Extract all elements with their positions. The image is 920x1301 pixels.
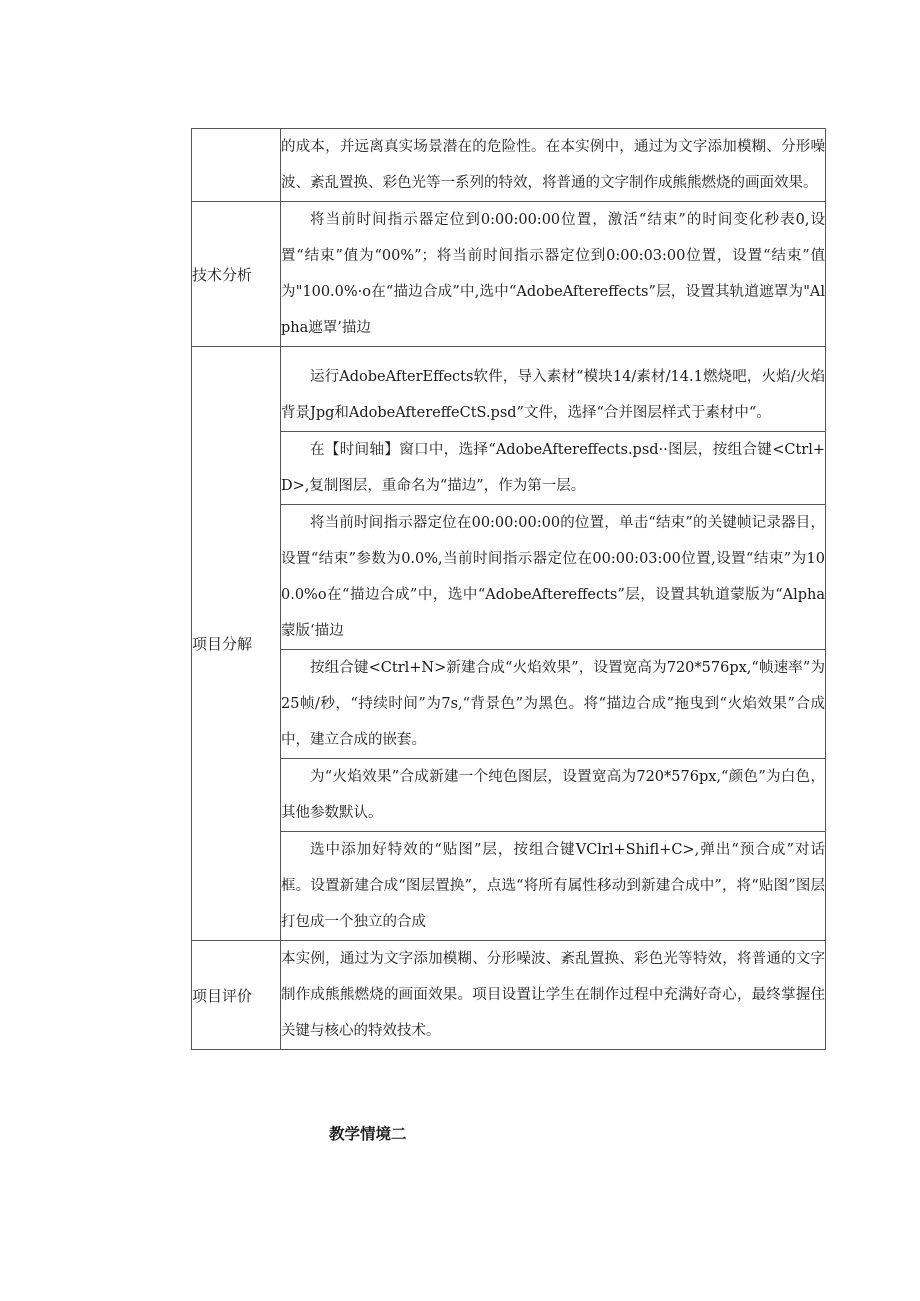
table-row-step-4: [192, 650, 826, 759]
tech-analysis-text: 将当前时间指示器定位到0:00:00:00位置，激活“结束”的时间变化秒表0,设置“结束”值为“00%”；将当前时间指示器定位到0:00:03:00位置，设置“结束”值为"100.0%·o在“描边合成”中,选中“AdobeAftereffects”层，设置其轨道遮罩为"Alpha遮罩’描边: [281, 202, 826, 347]
table-row-step-1: [192, 347, 826, 432]
course-table: [191, 128, 826, 1050]
evaluation-label: 项目评价: [192, 986, 253, 1005]
empty-label-cell: [192, 129, 281, 202]
tech-analysis-label: 技术分析: [192, 265, 253, 284]
project-breakdown-label-cell: [192, 347, 281, 941]
evaluation-text: 本实例，通过为文字添加模糊、分形噪波、紊乱置换、彩色光等特效，将普通的文字制作成熊熊燃烧的画面效果。项目设置让学生在制作过程中充满好奇心，最终掌握住关键与核心的特效技术。: [281, 941, 826, 1050]
step-text: 将当前时间指示器定位在00:00:00:00的位置，单击“结束”的关键帧记录器目，设置“结束”参数为0.0%,当前时间指示器定位在00:00:03:00位置,设置“结束”为100.0%o在“描边合成”中，选中“AdobeAftereffects”层，设置其轨道蒙版为“Alpha蒙版‘描边: [281, 505, 826, 650]
step-text: 在【时间轴】窗口中，选择“AdobeAftereffects.psd··图层，按组合键<Ctrl+D>,复制图层，重命名为“描边”，作为第一层。: [281, 432, 826, 505]
evaluation-label-cell: [192, 941, 281, 1050]
section-title: 教学情境二: [329, 1125, 407, 1143]
tech-analysis-label-cell: [192, 202, 281, 347]
step-text: 运行AdobeAfterEffects软件，导入素材“模块14/素材/14.1燃烧吧，火焰/火焰背景Jpg和AdobeAftereffeCtS.psd”文件，选择“合并图层样式于素材中“。: [281, 347, 826, 432]
table-row-tech-analysis: [192, 202, 826, 347]
table-row-step-5: [192, 759, 826, 832]
table-row-step-2: [192, 432, 826, 505]
step-text: 按组合键<Ctrl+N>新建合成“火焰效果”，设置宽高为720*576px,“帧速率”为25帧/秒，“持续时间”为7s,“背景色”为黑色。将“描边合成”拖曳到“火焰效果”合成中，建立合成的嵌套。: [281, 650, 826, 759]
table-row-step-6: [192, 832, 826, 941]
project-breakdown-label: 项目分解: [192, 635, 253, 653]
table-row-evaluation: [192, 941, 826, 1050]
step-text: 选中添加好特效的“贴图”层，按组合键VClrl+Shifl+C>,弹出“预合成”对话框。设置新建合成“图层置换”，点选“将所有属性移动到新建合成中”，将“贴图”图层打包成一个独立的合成: [281, 832, 826, 941]
step-text: 为“火焰效果”合成新建一个纯色图层，设置宽高为720*576px,“颜色”为白色，其他参数默认。: [281, 759, 826, 832]
table-row-continuation: [192, 129, 826, 202]
continuation-text: 的成本，并远离真实场景潜在的危险性。在本实例中，通过为文字添加模糊、分形噪波、紊乱置换、彩色光等一系列的特效，将普通的文字制作成熊熊燃烧的画面效果。: [281, 129, 826, 202]
table-row-step-3: [192, 505, 826, 650]
